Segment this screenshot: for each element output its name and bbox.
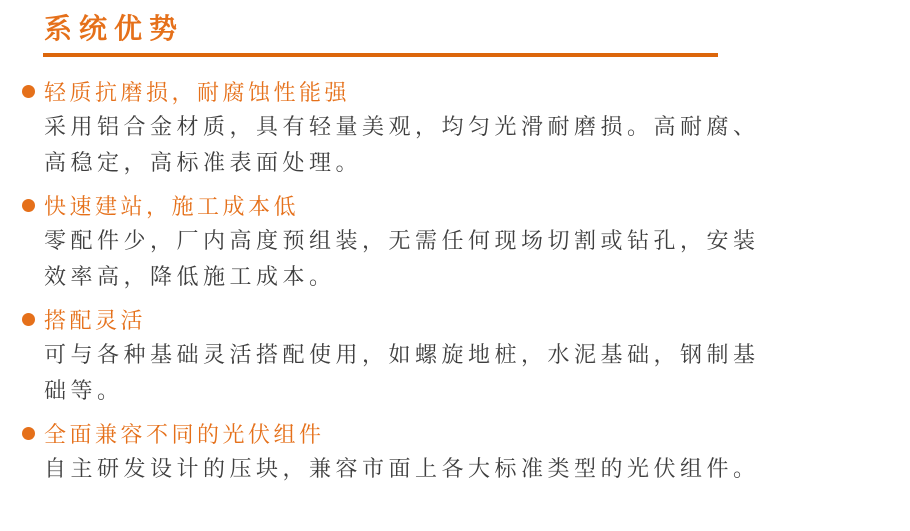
page-title: 系统优势 — [44, 13, 185, 44]
advantage-section-compatible — [0, 415, 910, 487]
advantage-section-flexible — [0, 301, 910, 409]
bullet-dot-icon — [22, 313, 35, 326]
advantage-heading: 搭配灵活 — [44, 307, 147, 333]
advantage-body: 可与各种基础灵活搭配使用，如螺旋地桩，水泥基础，钢制基础等。 — [44, 342, 760, 403]
advantage-heading: 快速建站，施工成本低 — [44, 193, 300, 219]
bullet-dot-icon — [22, 199, 35, 212]
advantage-section-lightweight — [0, 73, 910, 181]
advantage-section-fast-install — [0, 187, 910, 295]
advantage-body: 零配件少，厂内高度预组装，无需任何现场切割或钻孔，安装效率高，降低施工成本。 — [44, 228, 760, 289]
advantage-heading-row — [0, 301, 910, 337]
advantage-heading-row — [0, 415, 910, 451]
advantage-body: 采用铝合金材质，具有轻量美观，均匀光滑耐磨损。高耐腐、高稳定，高标准表面处理。 — [44, 114, 760, 175]
bullet-dot-icon — [22, 85, 35, 98]
advantage-body: 自主研发设计的压块，兼容市面上各大标准类型的光伏组件。 — [44, 456, 760, 481]
advantage-heading-row — [0, 73, 910, 109]
advantage-heading: 全面兼容不同的光伏组件 — [44, 421, 325, 447]
title-divider — [43, 53, 718, 57]
advantage-heading: 轻质抗磨损，耐腐蚀性能强 — [44, 79, 351, 105]
system-advantages-page — [0, 14, 910, 531]
bullet-dot-icon — [22, 427, 35, 440]
advantages-list — [0, 73, 910, 487]
advantage-heading-row — [0, 187, 910, 223]
